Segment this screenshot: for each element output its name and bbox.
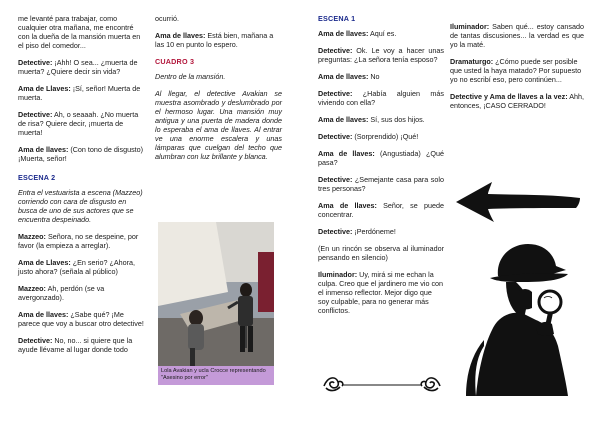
paragraph: ocurrió. <box>155 14 179 23</box>
line-text: ¿Sabe qué? ¡Me parece que voy a buscar otro detective! <box>18 310 144 328</box>
dialogue-line <box>18 84 144 102</box>
line-text: ¿Había alguien más viviendo con ella? <box>318 89 444 107</box>
speaker: Ama de llaves: <box>318 29 369 38</box>
dialogue-line <box>18 232 144 250</box>
column-4 <box>450 22 584 118</box>
dialogue-line <box>18 258 144 276</box>
line-text: (Angustiada) ¿Qué pasa? <box>318 149 444 167</box>
dialogue-line <box>318 132 444 141</box>
dialogue-line <box>18 145 144 163</box>
ornament-divider <box>320 372 444 394</box>
scene-heading: ESCENA 1 <box>318 14 356 23</box>
speaker: Ama de Llaves: <box>18 84 71 93</box>
scene-heading: CUADRO 3 <box>155 57 195 66</box>
dialogue-line <box>450 57 584 84</box>
line-text: Ahh, entonces, ¡CASO CERRADO! <box>450 92 584 110</box>
speaker: Ama de llaves: <box>318 115 369 124</box>
dialogue-line <box>18 336 144 354</box>
arrow-left-icon <box>452 178 584 226</box>
dialogue-line <box>318 201 444 219</box>
speaker: Ama de llaves: <box>18 310 69 319</box>
line-text: Ah, perdón (se va avergonzado). <box>18 284 105 302</box>
dialogue-line <box>18 310 144 328</box>
line-text: (Sorprendido) ¡Qué! <box>352 132 419 141</box>
stage-direction: (En un rincón se observa al iluminador pensando en silencio) <box>318 244 444 262</box>
dialogue-line <box>155 31 282 49</box>
line-text: Aquí es. <box>368 29 397 38</box>
speaker: Iluminador: <box>450 22 490 31</box>
dialogue-line <box>318 115 444 124</box>
photo-illustration <box>158 222 274 366</box>
line-text: Saben qué... estoy cansado de tantas discusiones... la verdad es que yo la maté. <box>450 22 584 49</box>
speaker: Mazzeo: <box>18 232 46 241</box>
speaker: Detective: <box>318 89 353 98</box>
paragraph: me levanté para trabajar, como cualquier otra mañana, me encontré con la dueña de la mansión muerta en el piso del comedor... <box>18 14 141 50</box>
speaker: Ama de llaves: <box>318 149 375 158</box>
stage-direction: Entra el vestuarista a escena (Mazzeo) corriendo con cara de disgusto en busca de uno de sus actores que se encuentra despeinado. <box>18 188 143 224</box>
line-text: ¿En serio? ¿Ahora, justo ahora? (señala al público) <box>18 258 136 276</box>
dialogue-line <box>450 92 584 110</box>
line-text: ¡Ahh! O sea... ¿muerta de muerta? ¿Quiere decir sin vida? <box>18 58 138 76</box>
speaker: Ama de Llaves: <box>18 258 71 267</box>
speaker: Detective: <box>18 58 53 67</box>
photo-caption: Lola Avakian y ucla Crocce representando "Asesino por error" <box>158 366 274 385</box>
line-text: ¡Sí, señor! Muerta de muerta. <box>18 84 141 102</box>
scene-photo <box>158 222 274 366</box>
stage-direction: Dentro de la mansión. <box>155 72 226 81</box>
line-text: No <box>368 72 380 81</box>
dialogue-line <box>18 58 144 76</box>
column-3 <box>318 14 444 323</box>
dialogue-line <box>450 22 584 49</box>
dialogue-line <box>318 270 444 315</box>
speaker: Detective: <box>318 132 353 141</box>
line-text: Señora, no se despeine, por favor (la empieza a arreglar). <box>18 232 139 250</box>
dialogue-line <box>318 149 444 167</box>
dialogue-line <box>318 72 444 81</box>
speaker: Detective y Ama de llaves a la vez: <box>450 92 568 101</box>
speaker: Ama de llaves: <box>318 72 369 81</box>
speaker: Detective: <box>318 46 353 55</box>
line-text: ¡Perdóneme! <box>352 227 396 236</box>
speaker: Detective: <box>18 336 53 345</box>
speaker: Dramaturgo: <box>450 57 494 66</box>
line-text: ¿Cómo puede ser posible que usted la haya matado? Por supuesto yo no escribí eso, pero continúen... <box>450 57 582 84</box>
speaker: Iluminador: <box>318 270 358 279</box>
line-text: (Con tono de disgusto) ¡Muerta, señor! <box>18 145 144 163</box>
line-text: ¿Semejante casa para solo tres personas? <box>318 175 444 193</box>
line-text: Sí, sus dos hijos. <box>368 115 425 124</box>
stage-direction: Al llegar, el detective Avakian se muestra asombrado y deslumbrado por el hermoso lugar. Una mansión muy antigua y una puerta de madera donde lo esperaba el ama de llaves. Al entrar ve una enorme escalera y unas lámparas que cuelgan del techo que alumbran con luz brillante y blanca. <box>155 89 282 161</box>
line-text: Ok. Le voy a hacer unas preguntas: ¿La señora tenía esposo? <box>318 46 444 64</box>
speaker: Detective: <box>18 110 53 119</box>
dialogue-line <box>318 46 444 64</box>
speaker: Ama de llaves: <box>18 145 69 154</box>
speaker: Ama de llaves: <box>318 201 377 210</box>
dialogue-line <box>18 110 144 137</box>
speaker: Detective: <box>318 175 353 184</box>
line-text: No, no... si quiere que la ayude llévame al lugar donde todo <box>18 336 133 354</box>
dialogue-line <box>318 175 444 193</box>
speaker: Mazzeo: <box>18 284 46 293</box>
line-text: Ah, o seaaah. ¿No muerta de risa? Quiere decir, ¡muerta de muerta! <box>18 110 139 137</box>
dialogue-line <box>318 29 444 38</box>
speaker: Ama de llaves: <box>155 31 206 40</box>
dialogue-line <box>18 284 144 302</box>
speaker: Detective: <box>318 227 353 236</box>
detective-silhouette-icon <box>462 236 582 398</box>
line-text: Uy, mirá si me echan la culpa. Creo que el jardinero me vio con el inmenso reflector. Mejor digo que soy culpable, para no generar más conflictos. <box>318 270 444 315</box>
column-1 <box>18 14 144 362</box>
scene-heading: ESCENA 2 <box>18 173 56 182</box>
column-2 <box>155 14 282 169</box>
dialogue-line <box>318 89 444 107</box>
line-text: Señor, se puede concentrar. <box>318 201 444 219</box>
dialogue-line <box>318 227 444 236</box>
line-text: Está bien, mañana a las 10 en punto lo espero. <box>155 31 274 49</box>
